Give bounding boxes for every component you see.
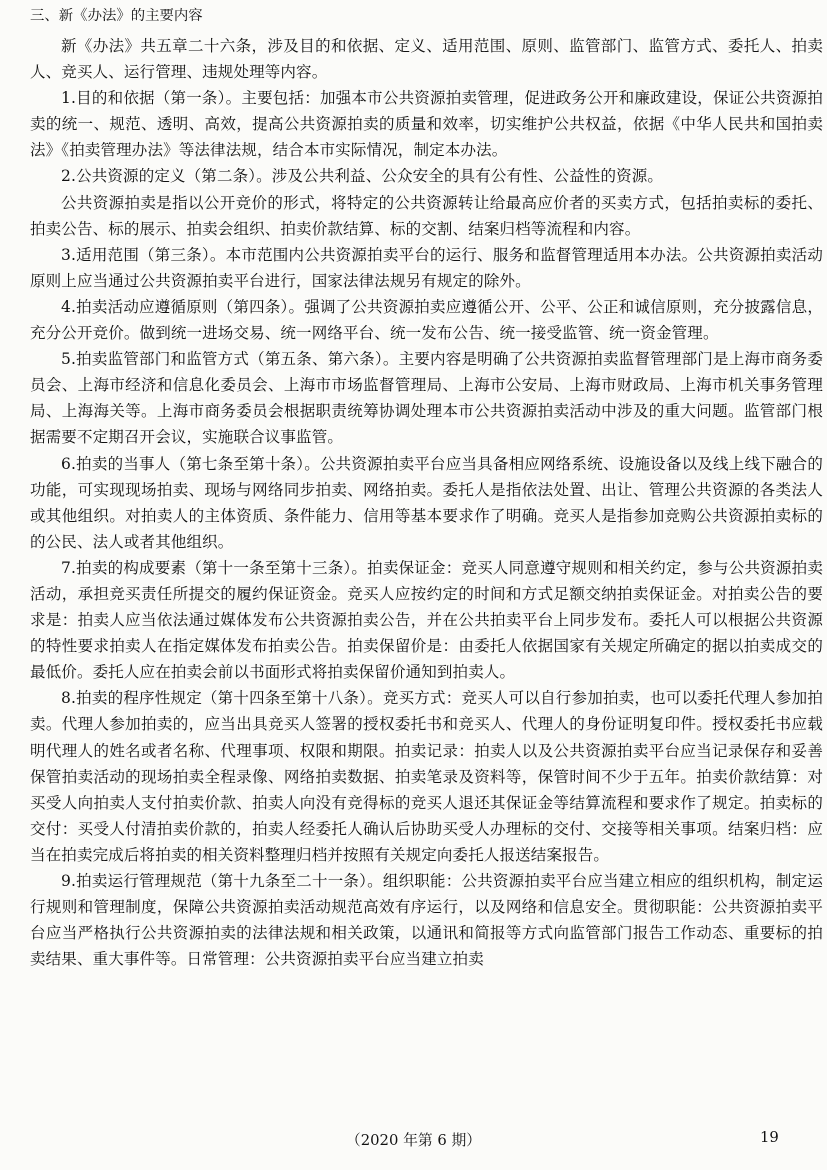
paragraph: 6.拍卖的当事人（第七条至第十条）。公共资源拍卖平台应当具备相应网络系统、设施设备以及线上线下融合的功能，可实现现场拍卖、现场与网络同步拍卖、网络拍卖。委托人是指依法处置、出让、管理公共资源的各类法人或其他组织。对拍卖人的主体资质、条件能力、信用等基本要求作了明确。竞买人是指参加竞购公共资源拍卖标的的公民、法人或者其他组织。 bbox=[30, 454, 823, 551]
page-number: 19 bbox=[760, 1129, 779, 1146]
paragraph: 3.适用范围（第三条）。本市范围内公共资源拍卖平台的运行、服务和监督管理适用本办法。公共资源拍卖活动原则上应当通过公共资源拍卖平台进行，国家法律法规另有规定的除外。 bbox=[30, 245, 823, 290]
document-body bbox=[30, 0, 823, 972]
paragraph: 4.拍卖活动应遵循原则（第四条）。强调了公共资源拍卖应遵循公开、公平、公正和诚信原则，充分披露信息，充分公开竞价。做到统一进场交易、统一网络平台、统一发布公告、统一接受监管、统一资金管理。 bbox=[30, 297, 823, 343]
page-footer bbox=[0, 1129, 827, 1155]
paragraph: 9.拍卖运行管理规范（第十九条至二十一条）。组织职能：公共资源拍卖平台应当建立相应的组织机构，制定运行规则和管理制度，保障公共资源拍卖活动规范高效有序运行，以及网络和信息安全。贯彻职能：公共资源拍卖平台应当严格执行公共资源拍卖的法律法规和相关政策，以通讯和简报等方式向监管部门报告工作动态、重要标的拍卖结果、重大事件等。日常管理：公共资源拍卖平台应当建立拍卖 bbox=[30, 872, 823, 969]
issue-label: （2020 年第 6 期） bbox=[345, 1132, 482, 1149]
paragraph: 新《办法》共五章二十六条，涉及目的和依据、定义、适用范围、原则、监管部门、监管方式、委托人、拍卖人、竞买人、运行管理、违规处理等内容。 bbox=[30, 37, 823, 82]
paragraph: 8.拍卖的程序性规定（第十四条至第十八条）。竞买方式：竞买人可以自行参加拍卖，也可以委托代理人参加拍卖。代理人参加拍卖的，应当出具竞买人签署的授权委托书和竞买人、代理人的身份证明复印件。授权委托书应载明代理人的姓名或者名称、代理事项、权限和期限。拍卖记录：拍卖人以及公共资源拍卖平台应当记录保存和妥善保管拍卖活动的现场拍卖全程录像、网络拍卖数据、拍卖笔录及资料等，保管时间不少于五年。拍卖价款结算：对买受人向拍卖人支付拍卖价款、拍卖人向没有竞得标的竞买人退还其保证金等结算流程和要求作了规定。拍卖标的交付：买受人付清拍卖价款的，拍卖人经委托人确认后协助买受人办理标的交付、交接等相关事项。结案归档：应当在拍卖完成后将拍卖的相关资料整理归档并按照有关规定向委托人报送结案报告。 bbox=[30, 689, 823, 864]
paragraph: 5.拍卖监管部门和监管方式（第五条、第六条）。主要内容是明确了公共资源拍卖监督管理部门是上海市商务委员会、上海市经济和信息化委员会、上海市市场监督管理局、上海市公安局、上海市财政局、上海市机关事务管理局、上海海关等。上海市商务委员会根据职责统筹协调处理本市公共资源拍卖活动中涉及的重大问题。监管部门根据需要不定期召开会议，实施联合议事监管。 bbox=[30, 350, 823, 447]
paragraph: 1.目的和依据（第一条）。主要包括：加强本市公共资源拍卖管理，促进政务公开和廉政建设，保证公共资源拍卖的统一、规范、透明、高效，提高公共资源拍卖的质量和效率，切实维护公共权益，依据《中华人民共和国拍卖法》《拍卖管理办法》等法律法规，结合本市实际情况，制定本办法。 bbox=[30, 89, 823, 160]
paragraph: 7.拍卖的构成要素（第十一条至第十三条）。拍卖保证金：竞买人同意遵守规则和相关约定，参与公共资源拍卖活动，承担竞买责任所提交的履约保证资金。竞买人应按约定的时间和方式足额交纳拍卖保证金。对拍卖公告的要求是：拍卖人应当依法通过媒体发布公共资源拍卖公告，并在公共拍卖平台上同步发布。委托人可以根据公共资源的特性要求拍卖人在指定媒体发布拍卖公告。拍卖保留价是：由委托人依据国家有关规定所确定的据以拍卖成交的最低价。委托人应在拍卖会前以书面形式将拍卖保留价通知到拍卖人。 bbox=[30, 558, 823, 682]
paragraph: 公共资源拍卖是指以公开竞价的形式，将特定的公共资源转让给最高应价者的买卖方式，包括拍卖标的委托、拍卖公告、标的展示、拍卖会组织、拍卖价款结算、标的交割、结案归档等流程和内容。 bbox=[30, 193, 823, 238]
section-heading: 三、新《办法》的主要内容 bbox=[30, 8, 203, 24]
paragraph: 2.公共资源的定义（第二条）。涉及公共利益、公众安全的具有公有性、公益性的资源。 bbox=[61, 167, 664, 186]
